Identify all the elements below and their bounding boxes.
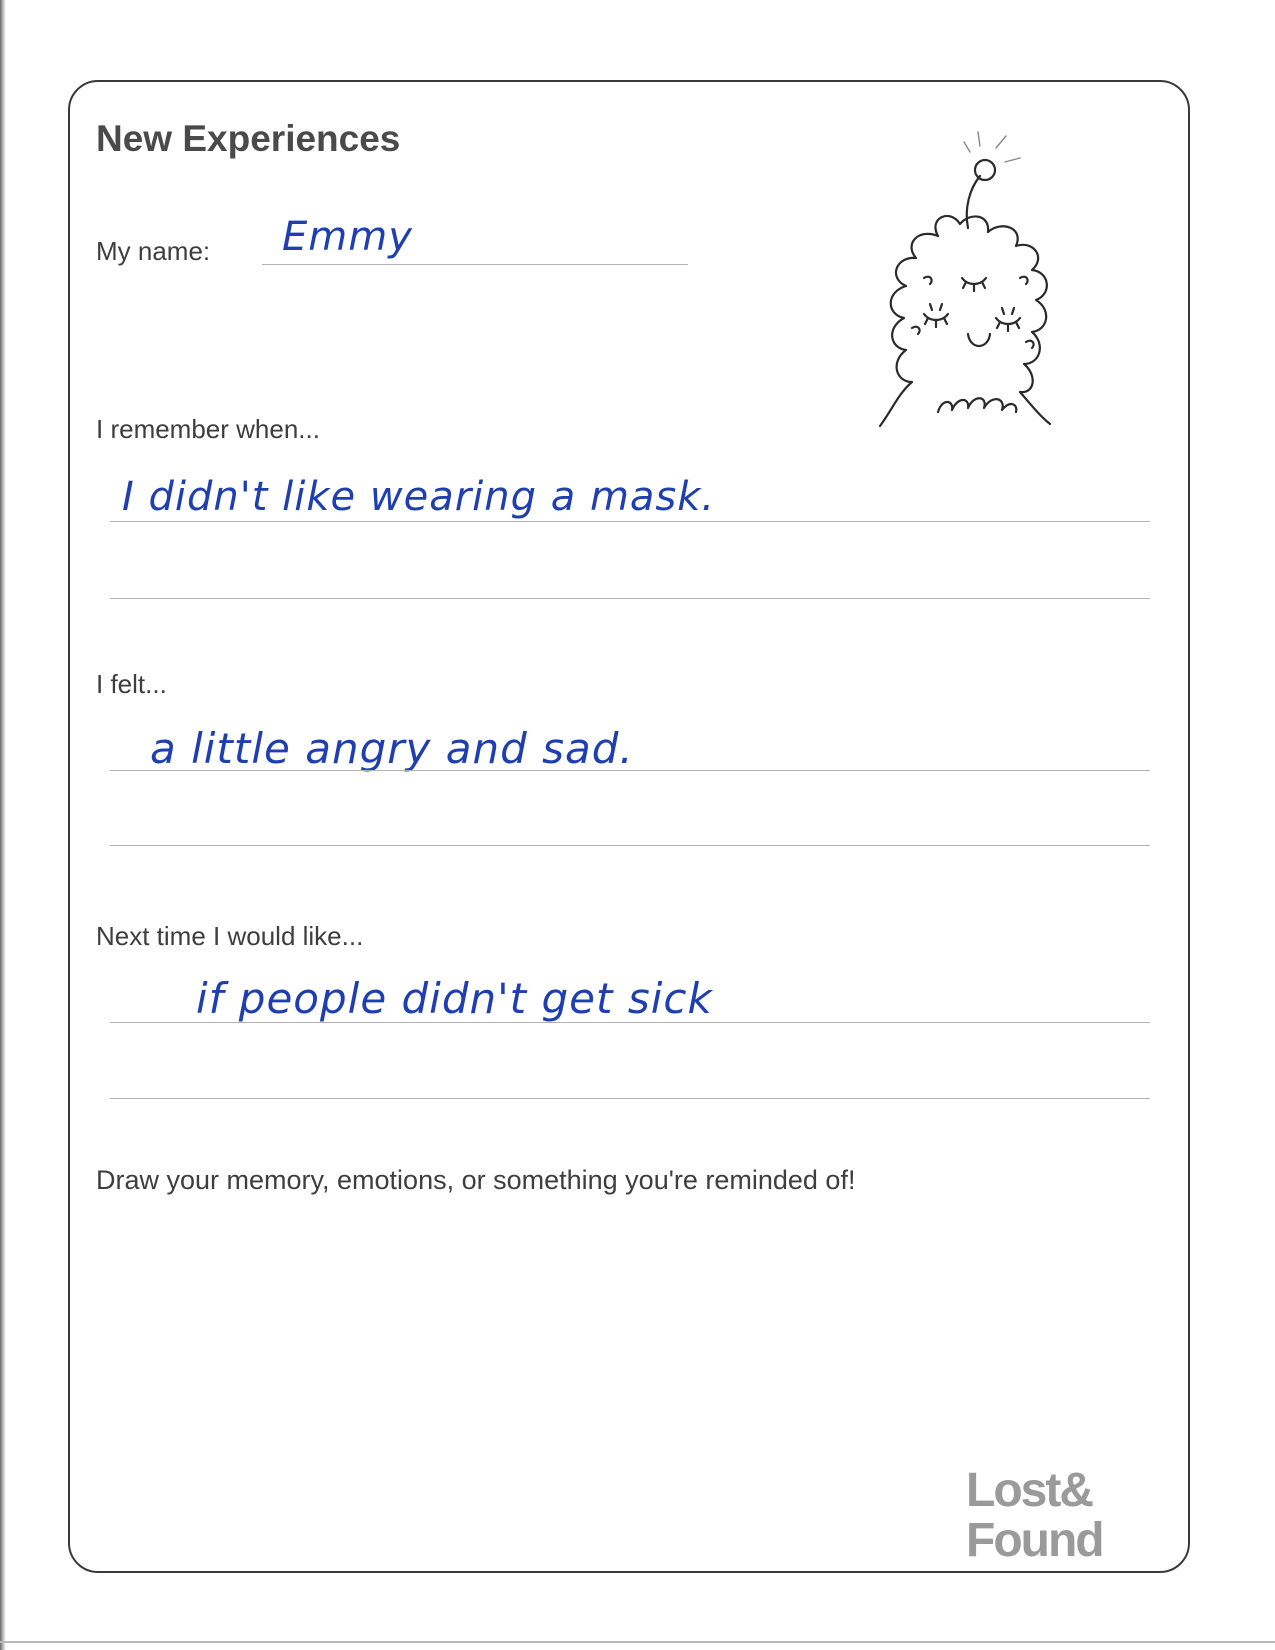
next-time-line-1 xyxy=(110,1022,1150,1023)
name-label: My name: xyxy=(96,236,211,266)
draw-prompt: Draw your memory, emotions, or something you're reminded of! xyxy=(96,1165,856,1195)
remember-line-1 xyxy=(110,521,1150,522)
name-field[interactable]: Emmy xyxy=(282,214,413,260)
next-time-field[interactable]: if people didn't get sick xyxy=(196,974,713,1023)
logo-line-2: Found xyxy=(966,1514,1103,1564)
next-time-line-2 xyxy=(110,1098,1150,1099)
felt-label: I felt... xyxy=(96,669,167,699)
next-time-label: Next time I would like... xyxy=(96,921,364,951)
scan-edge xyxy=(0,0,6,1650)
scan-bottom-edge xyxy=(0,1641,1275,1643)
name-line xyxy=(262,264,688,265)
worksheet-title: New Experiences xyxy=(96,118,401,159)
fuzzy-creature-drawing-icon xyxy=(820,128,1095,448)
lost-and-found-logo xyxy=(966,1460,1150,1564)
remember-field[interactable]: I didn't like wearing a mask. xyxy=(122,474,716,520)
felt-line-1 xyxy=(110,770,1150,771)
felt-field[interactable]: a little angry and sad. xyxy=(150,724,634,773)
logo-line-1: Lost& xyxy=(966,1464,1092,1517)
remember-line-2 xyxy=(110,598,1150,599)
felt-line-2 xyxy=(110,845,1150,846)
remember-label: I remember when... xyxy=(96,414,320,444)
